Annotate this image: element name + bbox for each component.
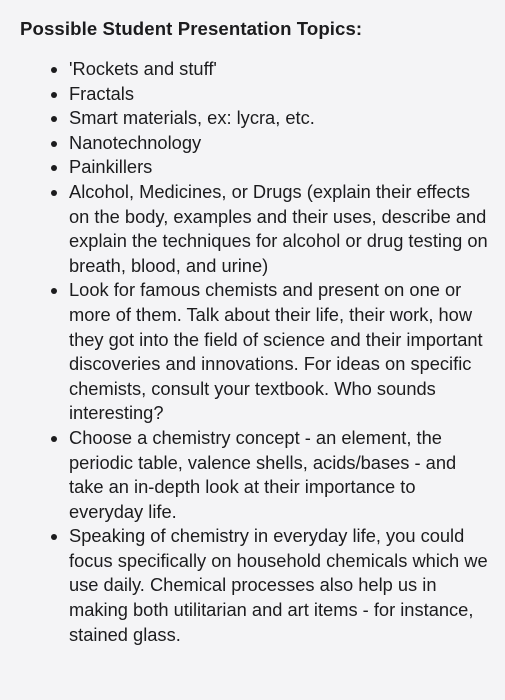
topic-text: Smart materials, ex: lycra, etc. xyxy=(69,107,315,129)
topic-text: Painkillers xyxy=(69,156,153,178)
list-item xyxy=(20,57,491,82)
list-item xyxy=(20,106,491,131)
topic-text: Fractals xyxy=(69,82,135,104)
list-item xyxy=(20,524,491,647)
bullet-icon xyxy=(51,116,57,122)
bullet-icon xyxy=(51,92,57,98)
bullet-icon xyxy=(51,288,57,294)
bullet-icon xyxy=(51,67,57,73)
bullet-icon xyxy=(51,534,57,540)
list-item xyxy=(20,82,491,107)
bullet-icon xyxy=(51,190,57,196)
bullet-icon xyxy=(51,165,57,171)
bullet-icon xyxy=(51,141,57,147)
topic-text: Choose a chemistry concept - an element, the periodic table, valence shells, acids/bases - and take an in-depth look at their importance to everyday life. xyxy=(69,426,457,522)
list-item xyxy=(20,131,491,156)
bullet-icon xyxy=(51,436,57,442)
list-item xyxy=(20,155,491,180)
topic-list xyxy=(20,57,491,647)
list-item xyxy=(20,278,491,426)
topic-text: 'Rockets and stuff' xyxy=(69,58,217,79)
topic-text: Nanotechnology xyxy=(69,131,202,153)
topic-text: Look for famous chemists and present on one or more of them. Talk about their life, their work, how they got into the field of science and their important discoveries and innovations. For ideas on specific chemists, consult your textbook. Who sounds interesting? xyxy=(69,279,483,424)
list-item xyxy=(20,180,491,278)
topic-text: Alcohol, Medicines, or Drugs (explain their effects on the body, examples and their uses, describe and explain the techniques for alcohol or drug testing on breath, blood, and urine) xyxy=(69,180,488,276)
page-title: Possible Student Presentation Topics: xyxy=(20,18,363,39)
topic-text: Speaking of chemistry in everyday life, you could focus specifically on household chemicals which we use daily. Chemical processes also help us in making both utilitarian and art items - for instance, stained glass. xyxy=(69,525,488,645)
list-item xyxy=(20,426,491,524)
